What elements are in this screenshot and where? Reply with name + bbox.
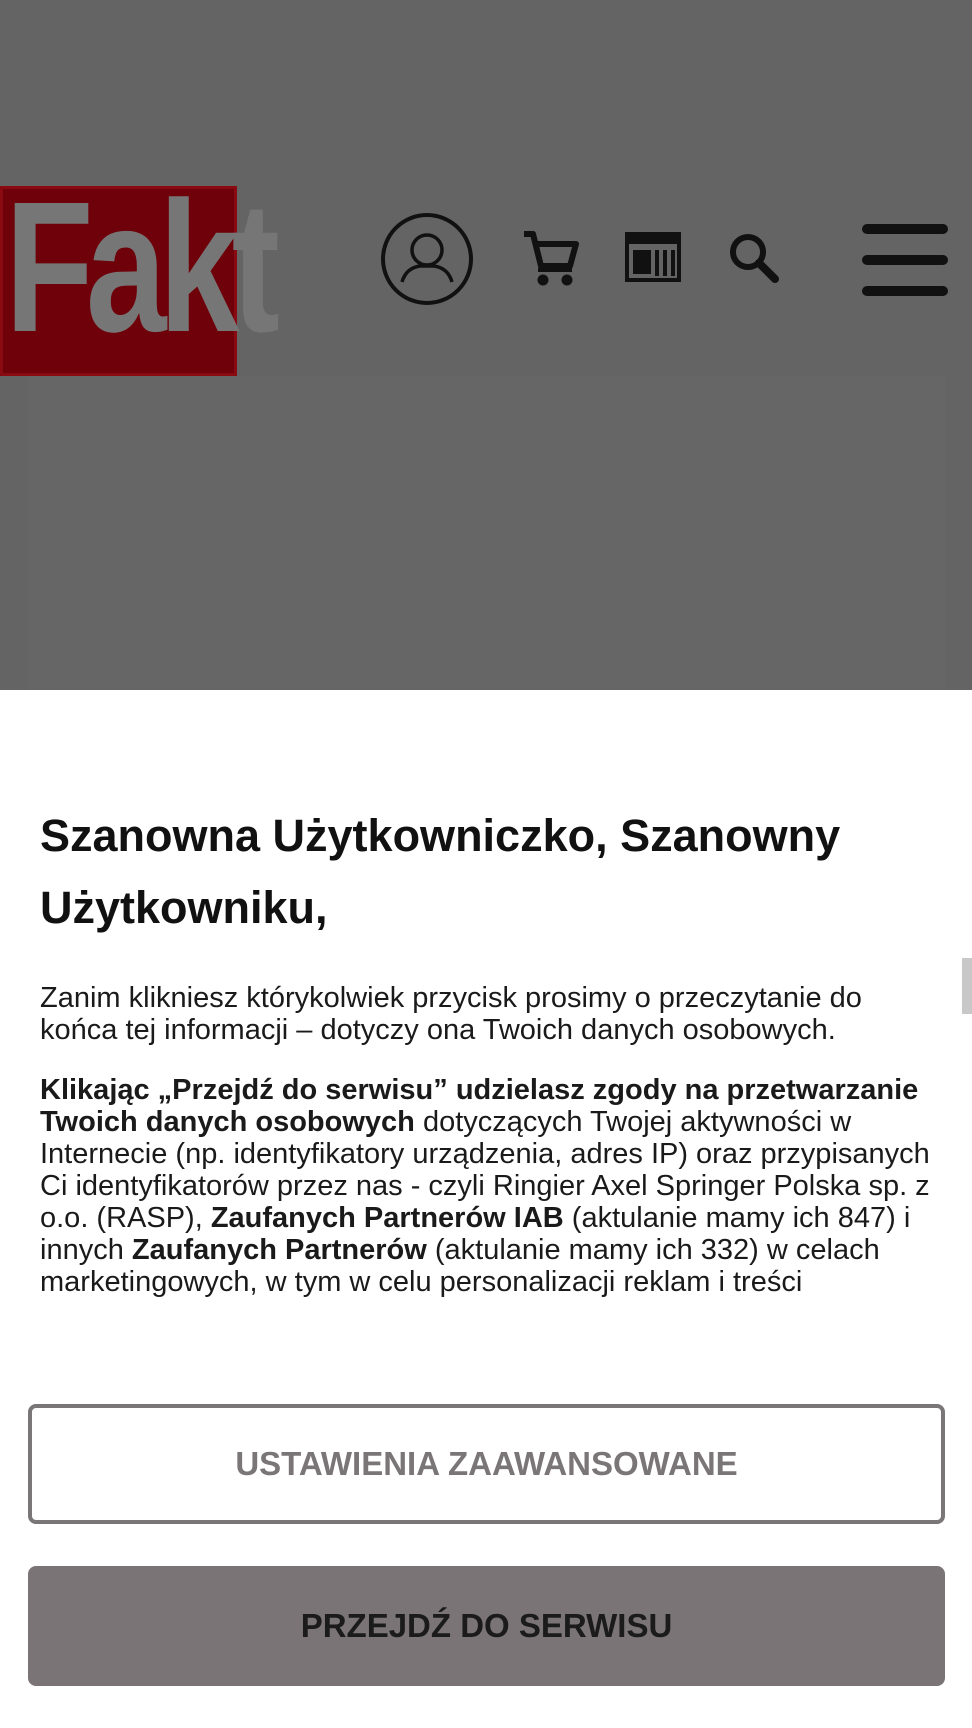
search-icon[interactable] bbox=[728, 232, 780, 284]
go-to-site-button[interactable]: PRZEJDŹ DO SERWISU bbox=[28, 1566, 945, 1686]
consent-bold-1: Klikając „Przejdź do serwisu” udzielasz zgody na przetwarzanie Twoich danych osobowych bbox=[40, 1074, 919, 1138]
hamburger-menu-icon[interactable] bbox=[860, 222, 950, 298]
ad-placeholder bbox=[28, 376, 946, 690]
consent-title: Szanowna Użytkowniczko, Szanowny Użytkowniku, bbox=[40, 810, 841, 933]
consent-paragraph bbox=[40, 1074, 940, 1298]
cart-icon[interactable] bbox=[522, 230, 578, 288]
iab-partners-link[interactable]: Zaufanych Partnerów IAB bbox=[210, 1202, 564, 1234]
trusted-partners-link[interactable]: Zaufanych Partnerów bbox=[131, 1234, 427, 1266]
advanced-settings-button[interactable]: USTAWIENIA ZAAWANSOWANE bbox=[28, 1404, 945, 1524]
fakt-logo bbox=[0, 164, 273, 376]
consent-text-3: (aktulanie mamy ich 332) w celach marketingowych, w tym w celu personalizacji reklam i treści bbox=[40, 1234, 880, 1298]
logo-text: Fakt bbox=[5, 164, 273, 371]
consent-intro: Zanim klikniesz którykolwiek przycisk prosimy o przeczytanie do końca tej informacji – dotyczy ona Twoich danych osobowych. bbox=[40, 982, 862, 1046]
newspaper-icon[interactable] bbox=[625, 232, 681, 282]
consent-text-2: (aktulanie mamy ich 847) i innych bbox=[40, 1202, 911, 1266]
dimmed-page-background bbox=[0, 0, 972, 690]
consent-text-1: dotyczących Twojej aktywności w Internecie (np. identyfikatory urządzenia, adres IP) oraz przypisanych Ci identyfikatorów przez nas - czyli Ringier Axel Springer Polska sp. z o.o. (RASP), bbox=[40, 1106, 930, 1234]
user-account-icon[interactable] bbox=[380, 212, 474, 306]
scrollbar-thumb[interactable] bbox=[962, 958, 972, 1014]
consent-text-scroll-area[interactable] bbox=[40, 982, 940, 1347]
consent-modal bbox=[0, 690, 972, 1728]
